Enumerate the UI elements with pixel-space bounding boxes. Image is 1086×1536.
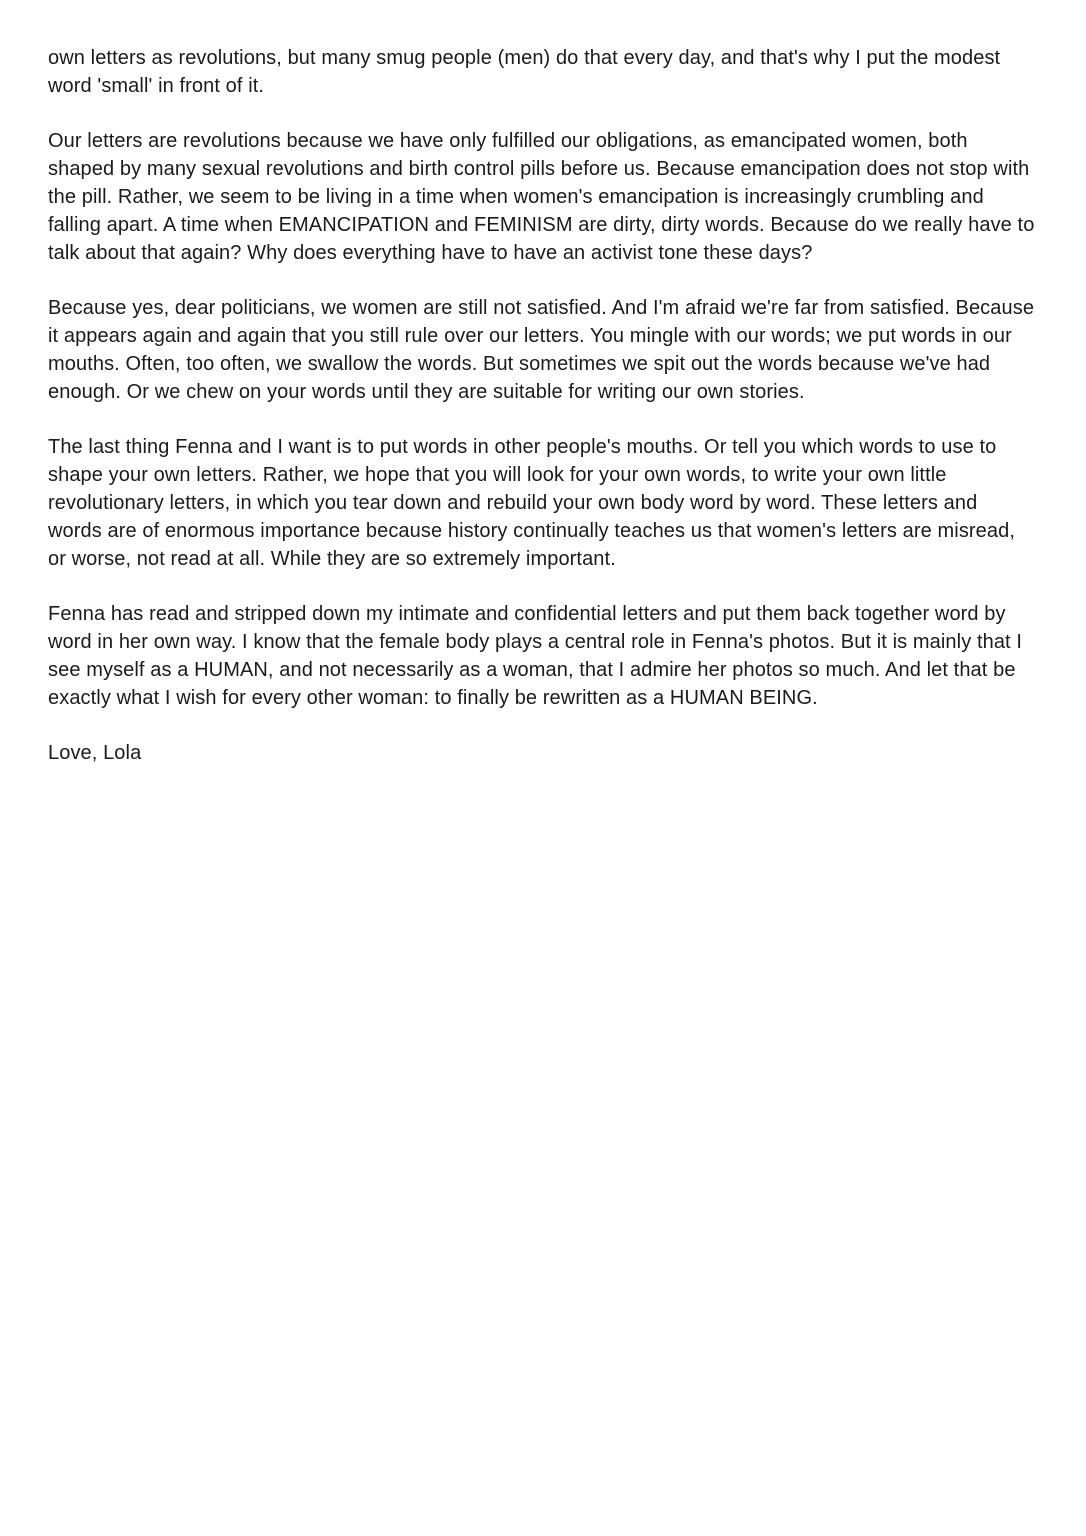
letter-paragraph: own letters as revolutions, but many smug people (men) do that every day, and that's why I put the modest word 'small' in front of it. [48,47,1001,97]
letter-body [48,44,1036,767]
letter-paragraph: Because yes, dear politicians, we women are still not satisfied. And I'm afraid we're far from satisfied. Because it appears again and again that you still rule over our letters. You mingle with our words; we put words in our mouths. Often, too often, we swallow the words. But sometimes we spit out the words because we've had enough. Or we chew on your words until they are suitable for writing our own stories. [48,297,1035,403]
letter-signoff: Love, Lola [48,742,142,764]
letter-paragraph: Our letters are revolutions because we have only fulfilled our obligations, as emancipated women, both shaped by many sexual revolutions and birth control pills before us. Because emancipation does not stop with the pill. Rather, we seem to be living in a time when women's emancipation is increasingly crumbling and falling apart. A time when EMANCIPATION and FEMINISM are dirty, dirty words. Because do we really have to talk about that again? Why does everything have to have an activist tone these days? [48,130,1035,264]
letter-paragraph: The last thing Fenna and I want is to put words in other people's mouths. Or tell you which words to use to shape your own letters. Rather, we hope that you will look for your own words, to write your own little revolutionary letters, in which you tear down and rebuild your own body word by word. These letters and words are of enormous importance because history continually teaches us that women's letters are misread, or worse, not read at all. While they are so extremely important. [48,436,1016,570]
letter-paragraph: Fenna has read and stripped down my intimate and confidential letters and put them back together word by word in her own way. I know that the female body plays a central role in Fenna's photos. But it is mainly that I see myself as a HUMAN, and not necessarily as a woman, that I admire her photos so much. And let that be exactly what I wish for every other woman: to finally be rewritten as a HUMAN BEING. [48,603,1023,709]
